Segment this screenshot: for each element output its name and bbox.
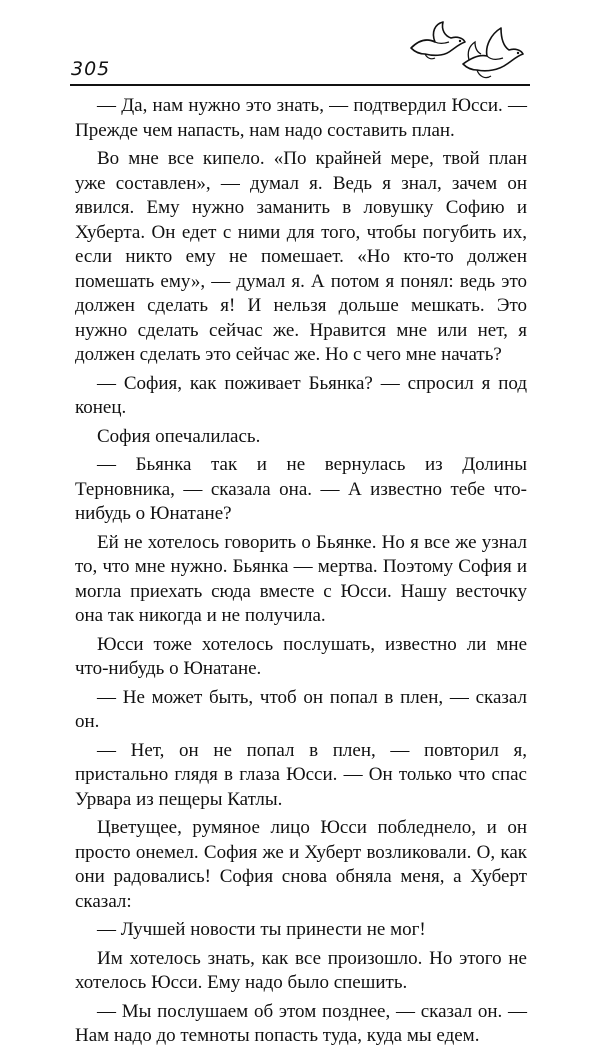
paragraph: — Да, нам нужно это знать, — подтвердил Юсси. — Прежде чем напасть, нам надо составить план.	[75, 95, 527, 141]
page-number: 305	[71, 58, 111, 80]
doves-icon	[405, 18, 525, 84]
paragraph: — Бьянка так и не вернулась из Долины Терновника, — сказала она. — А известно тебе что-нибудь о Юнатане?	[75, 454, 527, 524]
body-text	[75, 94, 527, 1053]
paragraph: — София, как поживает Бьянка? — спросил я под конец.	[75, 372, 527, 418]
paragraph: — Лучшей новости ты принести не мог!	[97, 919, 426, 940]
paragraph: Во мне все кипело. «По крайней мере, твой план уже составлен», — думал я. Ведь я знал, зачем он явился. Ему нужно заманить в ловушку Софию и Хуберта. Он едет с ними для того, чтобы погубить их, если никто ему не помешает. «Но кто-то должен помешать ему», — думал я. А потом я понял: ведь это должен сделать я! И нельзя дольше мешкать. Это нужно сделать сейчас же. Нравится мне или нет, я должен сделать это сейчас же. Но с чего мне начать?	[75, 148, 527, 365]
paragraph: — Не может быть, чтоб он попал в плен, — сказал он.	[75, 686, 527, 732]
paragraph: — Нет, он не попал в плен, — повторил я, пристально глядя в глаза Юсси. — Он только что спас Урвара из пещеры Катлы.	[75, 739, 527, 810]
paragraph: София опечалилась.	[97, 425, 261, 447]
paragraph: Им хотелось знать, как все произошло. Но этого не хотелось Юсси. Ему надо было спешить.	[75, 947, 527, 993]
paragraph: Юсси тоже хотелось послушать, известно ли мне что-нибудь о Юнатане.	[75, 633, 527, 679]
paragraph: Ей не хотелось говорить о Бьянке. Но я все же узнал то, что мне нужно. Бьянка — мертва. Поэтому София и могла приехать сюда вместе с Юсси. Нашу весточку она так никогда и не получила.	[75, 531, 527, 626]
header-rule	[70, 84, 530, 86]
paragraph: Цветущее, румяное лицо Юсси побледнело, и он просто онемел. София же и Хуберт возликовали. О, как они радовались! София снова обняла меня, а Хуберт сказал:	[75, 817, 527, 912]
paragraph: — Мы послушаем об этом позднее, — сказал он. — Нам надо до темноты попасть туда, куда мы едем.	[75, 1000, 527, 1046]
